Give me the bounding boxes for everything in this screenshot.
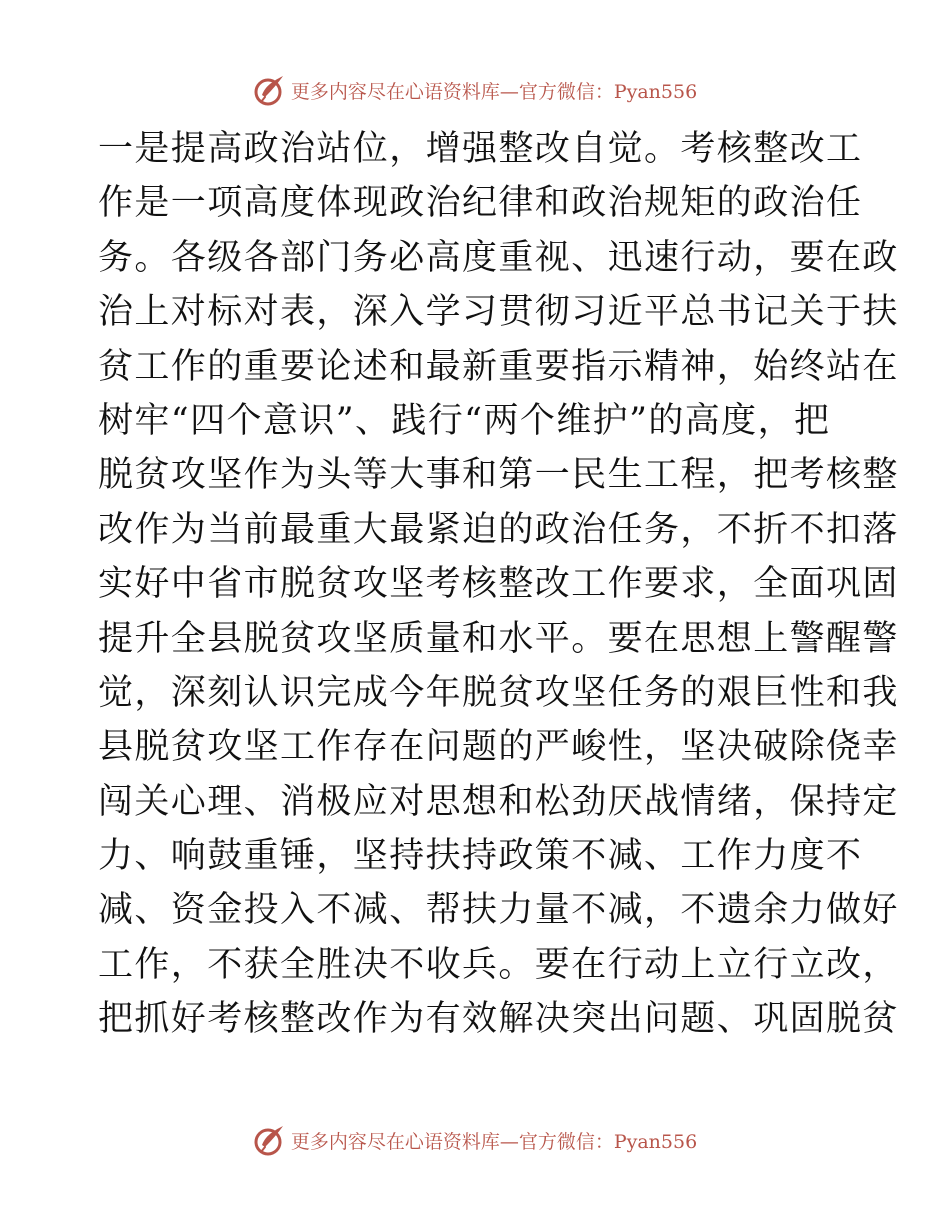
document-body: [98, 122, 899, 1047]
text-line: 工作，不获全胜决不收兵。要在行动上立行立改，: [98, 944, 899, 985]
text-line: 作是一项高度体现政治纪律和政治规矩的政治任: [98, 183, 863, 224]
text-line: 务。各级各部门务必高度重视、迅速行动，要在政: [98, 237, 899, 278]
watermark-text: 更多内容尽在心语资料库—官方微信：Pyan556: [290, 80, 698, 103]
text-line: 觉，深刻认识完成今年脱贫攻坚任务的艰巨性和我: [98, 672, 899, 713]
text-line: 治上对标对表，深入学习贯彻习近平总书记关于扶: [98, 292, 899, 333]
text-line: 力、响鼓重锤，坚持扶持政策不减、工作力度不: [98, 836, 863, 877]
text-line: 树牢“四个意识”、践行“两个维护”的高度，把: [98, 400, 831, 441]
footer-watermark: [0, 1120, 950, 1160]
quill-logo-icon: [253, 1123, 287, 1157]
text-line: 脱贫攻坚作为头等大事和第一民生工程，把考核整: [98, 455, 899, 496]
text-line: 提升全县脱贫攻坚质量和水平。要在思想上警醒警: [98, 618, 899, 659]
quill-logo-icon: [253, 73, 287, 107]
text-line: 一是提高政治站位，增强整改自觉。考核整改工: [98, 129, 863, 169]
header-watermark: [0, 70, 950, 110]
watermark-text: 更多内容尽在心语资料库—官方微信：Pyan556: [290, 1130, 698, 1153]
text-line: 贫工作的重要论述和最新重要指示精神，始终站在: [98, 346, 899, 387]
text-line: 减、资金投入不减、帮扶力量不减，不遗余力做好: [98, 890, 899, 931]
text-line: 把抓好考核整改作为有效解决突出问题、巩固脱贫: [98, 999, 899, 1040]
text-line: 改作为当前最重大最紧迫的政治任务，不折不扣落: [98, 509, 899, 550]
text-line: 闯关心理、消极应对思想和松劲厌战情绪，保持定: [98, 781, 899, 822]
text-line: 县脱贫攻坚工作存在问题的严峻性，坚决破除侥幸: [98, 727, 899, 768]
text-line: 实好中省市脱贫攻坚考核整改工作要求，全面巩固: [98, 564, 899, 605]
